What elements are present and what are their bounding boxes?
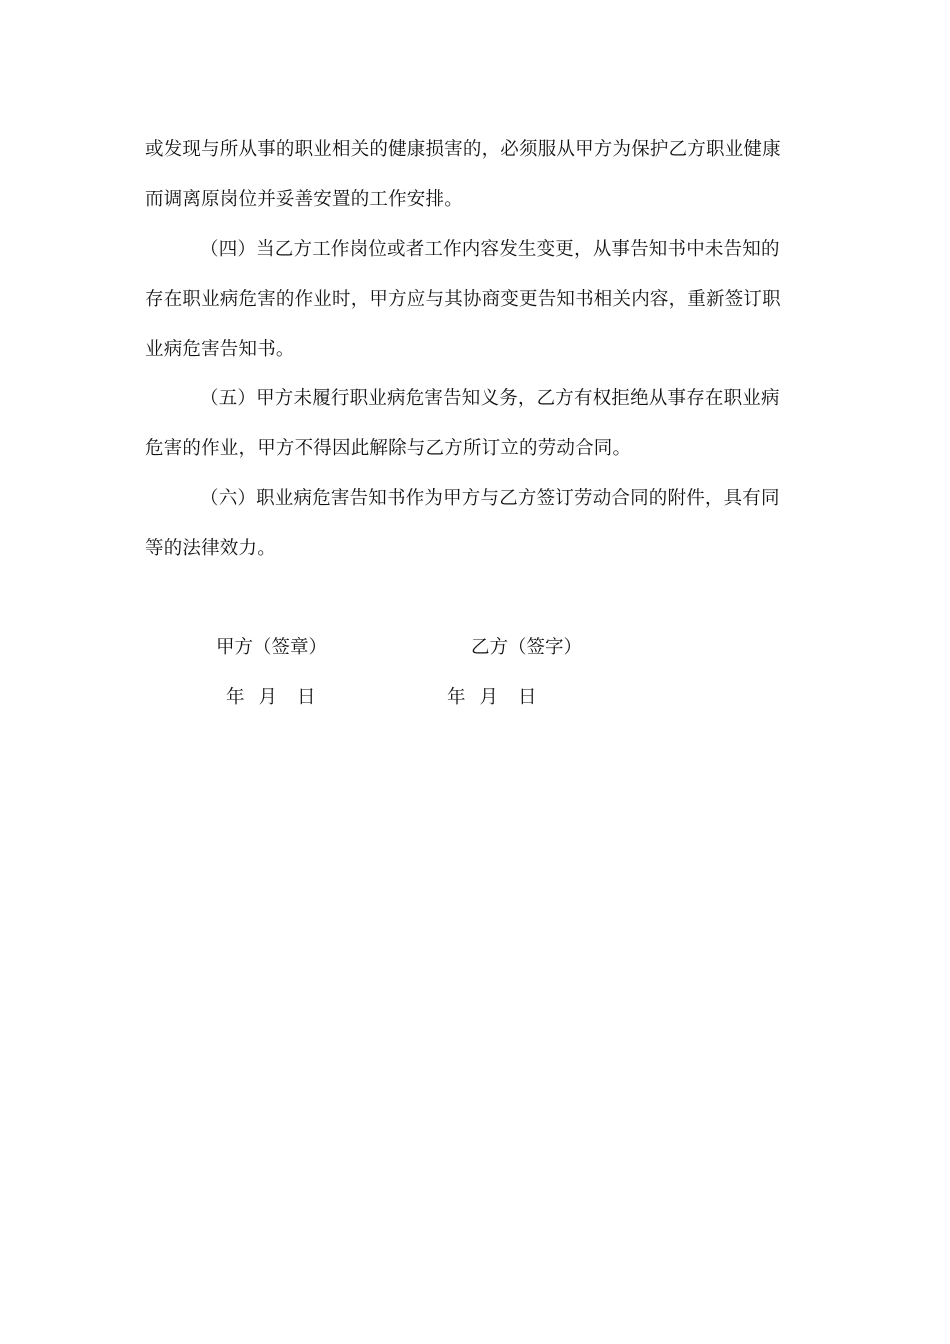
paragraph-5-line-2: 危害的作业，甲方不得因此解除与乙方所订立的劳动合同。 bbox=[145, 438, 632, 459]
party-b-day: 日 bbox=[518, 687, 537, 708]
party-b-month: 月 bbox=[479, 687, 499, 708]
party-a-year: 年 bbox=[226, 687, 245, 708]
paragraph-4-line-3: 业病危害告知书。 bbox=[145, 339, 295, 360]
party-a-date bbox=[226, 686, 316, 710]
paragraph-5-line-1: （五）甲方未履行职业病危害告知义务，乙方有权拒绝从事存在职业病 bbox=[200, 388, 780, 409]
party-b-signature-label: 乙方（签字） bbox=[471, 637, 583, 658]
party-b-date bbox=[447, 686, 537, 710]
paragraph-3-line-2: 而调离原岗位并妥善安置的工作安排。 bbox=[145, 189, 463, 210]
paragraph-6-line-1: （六）职业病危害告知书作为甲方与乙方签订劳动合同的附件，具有同 bbox=[200, 488, 780, 509]
party-a-signature-label: 甲方（签章） bbox=[216, 637, 328, 658]
paragraph-3-line-1: 或发现与所从事的职业相关的健康损害的，必须服从甲方为保护乙方职业健康 bbox=[145, 139, 781, 160]
party-a-month: 月 bbox=[258, 687, 278, 708]
paragraph-4-line-2: 存在职业病危害的作业时，甲方应与其协商变更告知书相关内容，重新签订职 bbox=[145, 289, 781, 310]
paragraph-4-line-1: （四）当乙方工作岗位或者工作内容发生变更，从事告知书中未告知的 bbox=[200, 239, 780, 260]
party-b-year: 年 bbox=[447, 687, 466, 708]
paragraph-6-line-2: 等的法律效力。 bbox=[145, 538, 276, 559]
party-a-day: 日 bbox=[297, 687, 316, 708]
